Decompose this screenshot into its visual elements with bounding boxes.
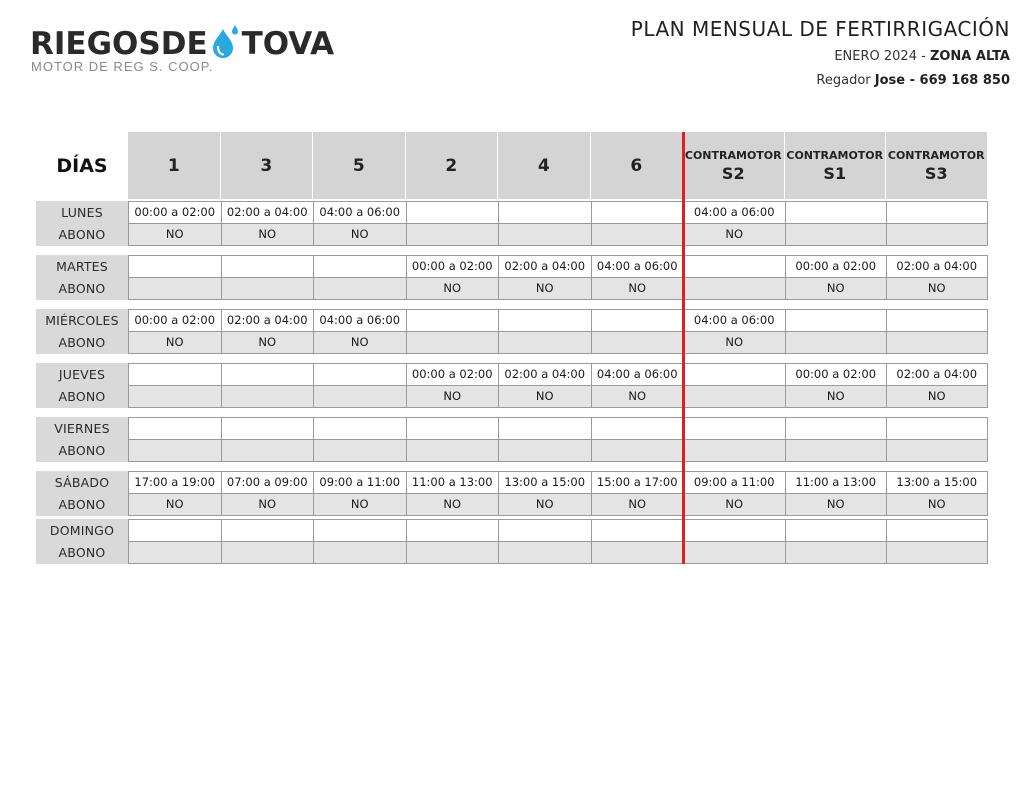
time-slot-cell: 00:00 a 02:00 [129,309,221,332]
time-slot-cell [222,519,314,542]
table-column-cell [406,471,499,516]
column-header [313,132,406,199]
day-name: MIÉRCOLES [45,312,119,328]
time-slot-cell: 00:00 a 02:00 [129,201,221,224]
day-row-block [36,519,990,564]
column-header-label: S1 [823,163,847,183]
day-cells [128,255,988,300]
table-column-cell [591,519,684,564]
time-slot-cell [786,519,887,542]
time-slot-cell [499,417,591,440]
day-cells [128,363,988,408]
abono-cell [786,224,887,247]
abono-cell [222,278,314,301]
abono-cell [684,386,785,409]
time-slot-cell [222,255,314,278]
column-header-label: 6 [630,155,643,176]
abono-cell [684,542,785,565]
table-column-cell [785,255,887,300]
abono-cell [407,440,499,463]
abono-cell [499,542,591,565]
abono-cell [499,332,591,355]
day-cells [128,471,988,516]
table-column-cell [128,201,221,246]
day-label [36,363,128,408]
zone-text: ZONA ALTA [929,49,1010,64]
abono-cell: NO [222,494,314,517]
day-label [36,471,128,516]
column-header [128,132,221,199]
abono-cell: NO [786,494,887,517]
time-slot-cell [786,417,887,440]
day-label [36,417,128,462]
day-label [36,255,128,300]
time-slot-cell [786,309,887,332]
abono-cell: NO [129,224,221,247]
abono-cell [887,440,987,463]
day-name: DOMINGO [49,522,115,538]
abono-cell: NO [407,278,499,301]
abono-cell [222,542,314,565]
time-slot-cell [129,417,221,440]
column-header [498,132,591,199]
time-slot-cell [887,309,987,332]
time-slot-cell: 04:00 a 06:00 [592,255,684,278]
abono-cell [499,440,591,463]
abono-cell [314,386,406,409]
table-column-cell [785,201,887,246]
table-column-cell [785,519,887,564]
day-row-block [36,201,990,246]
time-slot-cell [314,519,406,542]
logo-wordmark [30,26,334,62]
time-slot-cell [407,309,499,332]
table-column-cell [406,519,499,564]
regador-label: Regador [816,73,875,88]
table-column-cell [591,417,684,462]
column-header-label: 3 [260,155,273,176]
table-column-cell [785,471,887,516]
abono-cell [222,440,314,463]
table-column-cell [221,309,314,354]
column-header-label: S2 [721,163,745,183]
table-column-cell [498,471,591,516]
abono-cell: NO [407,386,499,409]
regador-value: Jose - 669 168 850 [874,73,1010,88]
table-column-cell [128,519,221,564]
abono-cell [592,542,684,565]
day-row-block [36,471,990,516]
table-column-cell [498,309,591,354]
time-slot-cell [314,363,406,386]
time-slot-cell: 02:00 a 04:00 [887,363,987,386]
abono-label: ABONO [58,443,106,459]
water-drop-icon [209,25,241,59]
abono-cell: NO [887,278,987,301]
time-slot-cell: 02:00 a 04:00 [222,201,314,224]
table-column-cell [313,471,406,516]
period-text: ENERO 2024 - [834,49,930,64]
time-slot-cell [314,255,406,278]
day-name: LUNES [61,204,103,220]
column-header [221,132,314,199]
column-header [683,132,785,199]
table-column-cell [221,363,314,408]
table-column-cell [886,255,988,300]
table-column-cell [406,201,499,246]
table-column-cell [313,519,406,564]
abono-cell [592,224,684,247]
table-column-cell [683,201,785,246]
table-column-cell [313,201,406,246]
table-column-cell [221,471,314,516]
table-column-cell [498,519,591,564]
regador-line [631,72,1010,90]
abono-cell: NO [129,494,221,517]
time-slot-cell: 00:00 a 02:00 [407,363,499,386]
table-column-cell [313,417,406,462]
table-column-cell [683,417,785,462]
table-column-cell [221,201,314,246]
time-slot-cell: 02:00 a 04:00 [887,255,987,278]
column-header-group: CONTRAMOTOR [684,148,782,162]
time-slot-cell [887,417,987,440]
abono-cell: NO [222,224,314,247]
abono-cell [314,440,406,463]
time-slot-cell [887,201,987,224]
abono-label: ABONO [58,335,106,351]
column-header [591,132,684,199]
abono-cell [684,440,785,463]
abono-cell: NO [499,386,591,409]
table-column-cell [221,519,314,564]
table-column-cell [221,255,314,300]
abono-cell [786,440,887,463]
time-slot-cell [407,417,499,440]
time-slot-cell: 11:00 a 13:00 [407,471,499,494]
table-column-cell [886,363,988,408]
table-column-cell [498,255,591,300]
day-cells [128,519,988,564]
day-cells [128,417,988,462]
time-slot-cell: 11:00 a 13:00 [786,471,887,494]
abono-cell [786,332,887,355]
table-column-cell [785,363,887,408]
abono-cell: NO [887,386,987,409]
schedule-table [36,132,990,564]
abono-cell: NO [592,386,684,409]
time-slot-cell: 04:00 a 06:00 [684,309,785,332]
time-slot-cell [684,519,785,542]
abono-cell [592,440,684,463]
table-column-cell [221,417,314,462]
abono-cell [887,542,987,565]
abono-cell: NO [786,386,887,409]
table-column-cell [591,309,684,354]
logo-subtitle: MOTOR DE REG S. COOP. [31,59,214,74]
table-column-cell [406,255,499,300]
table-column-cell [683,363,785,408]
abono-cell: NO [314,494,406,517]
table-column-cell [683,255,785,300]
abono-cell: NO [684,224,785,247]
time-slot-cell: 07:00 a 09:00 [222,471,314,494]
time-slot-cell [592,417,684,440]
time-slot-cell: 09:00 a 11:00 [314,471,406,494]
column-header [785,132,887,199]
table-column-cell [886,309,988,354]
table-column-cell [128,417,221,462]
day-name: VIERNES [54,420,110,436]
day-name: MARTES [56,258,108,274]
table-column-cell [128,363,221,408]
time-slot-cell [684,255,785,278]
column-header [886,132,988,199]
logo-brand-right: TOVA [241,26,335,62]
time-slot-cell [222,363,314,386]
time-slot-cell: 17:00 a 19:00 [129,471,221,494]
table-column-cell [406,363,499,408]
column-header-label: 1 [167,155,180,176]
abono-cell [407,224,499,247]
abono-cell [129,542,221,565]
time-slot-cell [592,519,684,542]
abono-cell [684,278,785,301]
abono-cell [499,224,591,247]
abono-cell: NO [499,494,591,517]
table-column-cell [683,309,785,354]
table-body [36,201,990,564]
time-slot-cell [684,417,785,440]
time-slot-cell [887,519,987,542]
table-column-cell [591,471,684,516]
abono-cell: NO [887,494,987,517]
table-column-cell [313,309,406,354]
day-label [36,201,128,246]
table-column-cell [313,363,406,408]
time-slot-cell [684,363,785,386]
abono-cell: NO [592,494,684,517]
column-header [406,132,499,199]
table-column-cell [785,309,887,354]
time-slot-cell: 04:00 a 06:00 [592,363,684,386]
abono-cell: NO [786,278,887,301]
day-cells [128,201,988,246]
time-slot-cell [314,417,406,440]
time-slot-cell [129,363,221,386]
table-column-cell [886,201,988,246]
table-column-cell [591,363,684,408]
table-column-cell [683,471,785,516]
time-slot-cell: 04:00 a 06:00 [314,309,406,332]
abono-cell: NO [222,332,314,355]
days-header: DÍAS [56,154,108,177]
abono-cell: NO [314,332,406,355]
time-slot-cell: 13:00 a 15:00 [499,471,591,494]
time-slot-cell: 15:00 a 17:00 [592,471,684,494]
day-row-block [36,363,990,408]
time-slot-cell: 00:00 a 02:00 [786,255,887,278]
time-slot-cell [592,309,684,332]
time-slot-cell: 04:00 a 06:00 [314,201,406,224]
abono-cell: NO [129,332,221,355]
time-slot-cell [129,255,221,278]
time-slot-cell: 13:00 a 15:00 [887,471,987,494]
abono-label: ABONO [58,497,106,513]
table-column-cell [128,309,221,354]
abono-cell [129,278,221,301]
table-column-cell [406,309,499,354]
abono-cell [407,542,499,565]
time-slot-cell [407,519,499,542]
abono-label: ABONO [58,389,106,405]
day-label [36,519,128,564]
abono-cell: NO [314,224,406,247]
abono-cell: NO [592,278,684,301]
time-slot-cell [407,201,499,224]
column-header-label: 4 [537,155,550,176]
time-slot-cell [499,201,591,224]
time-slot-cell [786,201,887,224]
abono-label: ABONO [58,545,106,561]
table-column-cell [406,417,499,462]
abono-cell: NO [407,494,499,517]
time-slot-cell [499,519,591,542]
abono-cell [129,440,221,463]
logo-brand-left: RIEGOSDE [30,26,208,62]
day-row-block [36,309,990,354]
table-column-cell [128,471,221,516]
column-header-group: CONTRAMOTOR [887,148,985,162]
time-slot-cell: 00:00 a 02:00 [786,363,887,386]
column-header-label: S3 [924,163,948,183]
table-column-cell [498,201,591,246]
table-column-cell [498,417,591,462]
time-slot-cell [592,201,684,224]
table-column-cell [498,363,591,408]
table-column-cell [886,417,988,462]
day-row-block [36,255,990,300]
column-header-label: 5 [352,155,365,176]
table-header-row [36,132,990,199]
table-column-cell [591,255,684,300]
abono-cell [129,386,221,409]
document-header [631,16,1010,90]
abono-cell [592,332,684,355]
abono-cell [222,386,314,409]
table-column-cell [313,255,406,300]
company-logo [30,26,334,74]
abono-cell [887,332,987,355]
abono-cell: NO [684,494,785,517]
period-line [631,48,1010,66]
day-cells [128,309,988,354]
abono-cell [407,332,499,355]
day-name: JUEVES [58,366,106,382]
abono-label: ABONO [58,227,106,243]
table-column-cell [128,255,221,300]
abono-cell: NO [684,332,785,355]
time-slot-cell: 02:00 a 04:00 [222,309,314,332]
time-slot-cell [499,309,591,332]
abono-cell: NO [499,278,591,301]
contramotor-divider [682,132,685,564]
table-column-cell [886,471,988,516]
time-slot-cell: 00:00 a 02:00 [407,255,499,278]
abono-label: ABONO [58,281,106,297]
column-header-label: 2 [445,155,458,176]
time-slot-cell: 02:00 a 04:00 [499,255,591,278]
table-column-cell [683,519,785,564]
day-row-block [36,417,990,462]
time-slot-cell: 02:00 a 04:00 [499,363,591,386]
abono-cell [786,542,887,565]
abono-cell [314,542,406,565]
table-column-cell [591,201,684,246]
time-slot-cell [222,417,314,440]
time-slot-cell: 04:00 a 06:00 [684,201,785,224]
abono-cell [887,224,987,247]
day-label [36,309,128,354]
day-name: SÁBADO [54,474,110,490]
document-title: PLAN MENSUAL DE FERTIRRIGACIÓN [630,17,1010,41]
table-column-cell [886,519,988,564]
time-slot-cell: 09:00 a 11:00 [684,471,785,494]
time-slot-cell [129,519,221,542]
table-column-cell [785,417,887,462]
abono-cell [314,278,406,301]
column-header-group: CONTRAMOTOR [786,148,884,162]
